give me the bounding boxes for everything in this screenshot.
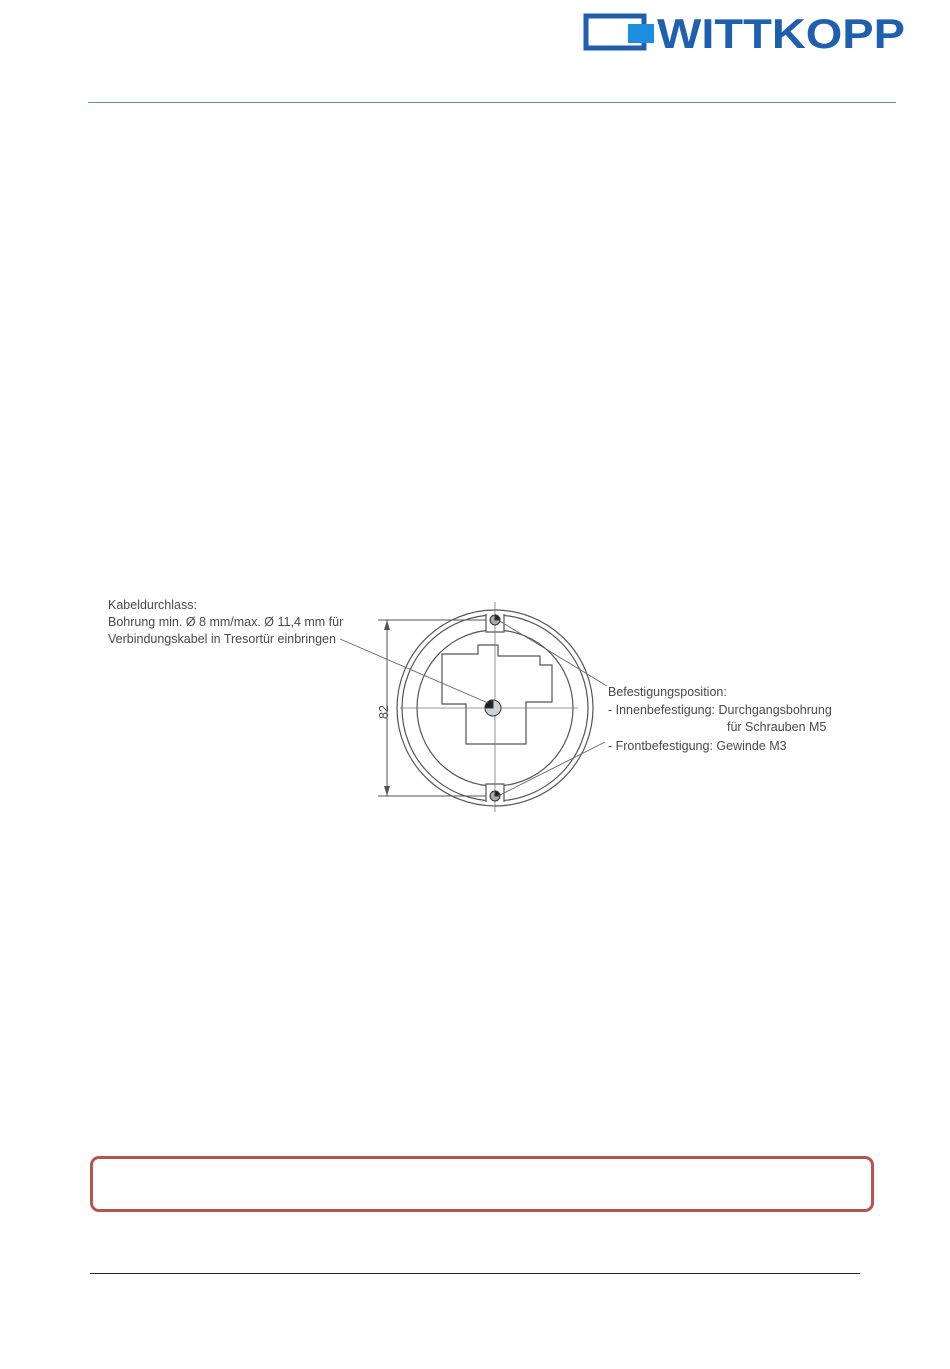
header-divider <box>88 102 896 103</box>
befestigung-title: Befestigungsposition: <box>608 685 727 699</box>
kabeldurchlass-line-3: Verbindungskabel in Tresortür einbringen <box>108 632 336 646</box>
frontbefestigung-line: - Frontbefestigung: Gewinde M3 <box>608 739 787 753</box>
schrauben-line: für Schrauben M5 <box>727 720 827 734</box>
dimension-label: 82 <box>377 705 391 719</box>
notice-box <box>90 1156 874 1212</box>
footer-divider <box>90 1273 860 1274</box>
kabeldurchlass-title: Kabeldurchlass: <box>108 598 197 612</box>
logo-wordmark: WITTKOPP <box>657 12 905 57</box>
wittkopp-logo <box>583 12 908 57</box>
mounting-drawing <box>100 590 860 820</box>
kabeldurchlass-line-2: Bohrung min. Ø 8 mm/max. Ø 11,4 mm für <box>108 615 344 629</box>
innenbefestigung-line: - Innenbefestigung: Durchgangsbohrung <box>608 703 832 717</box>
